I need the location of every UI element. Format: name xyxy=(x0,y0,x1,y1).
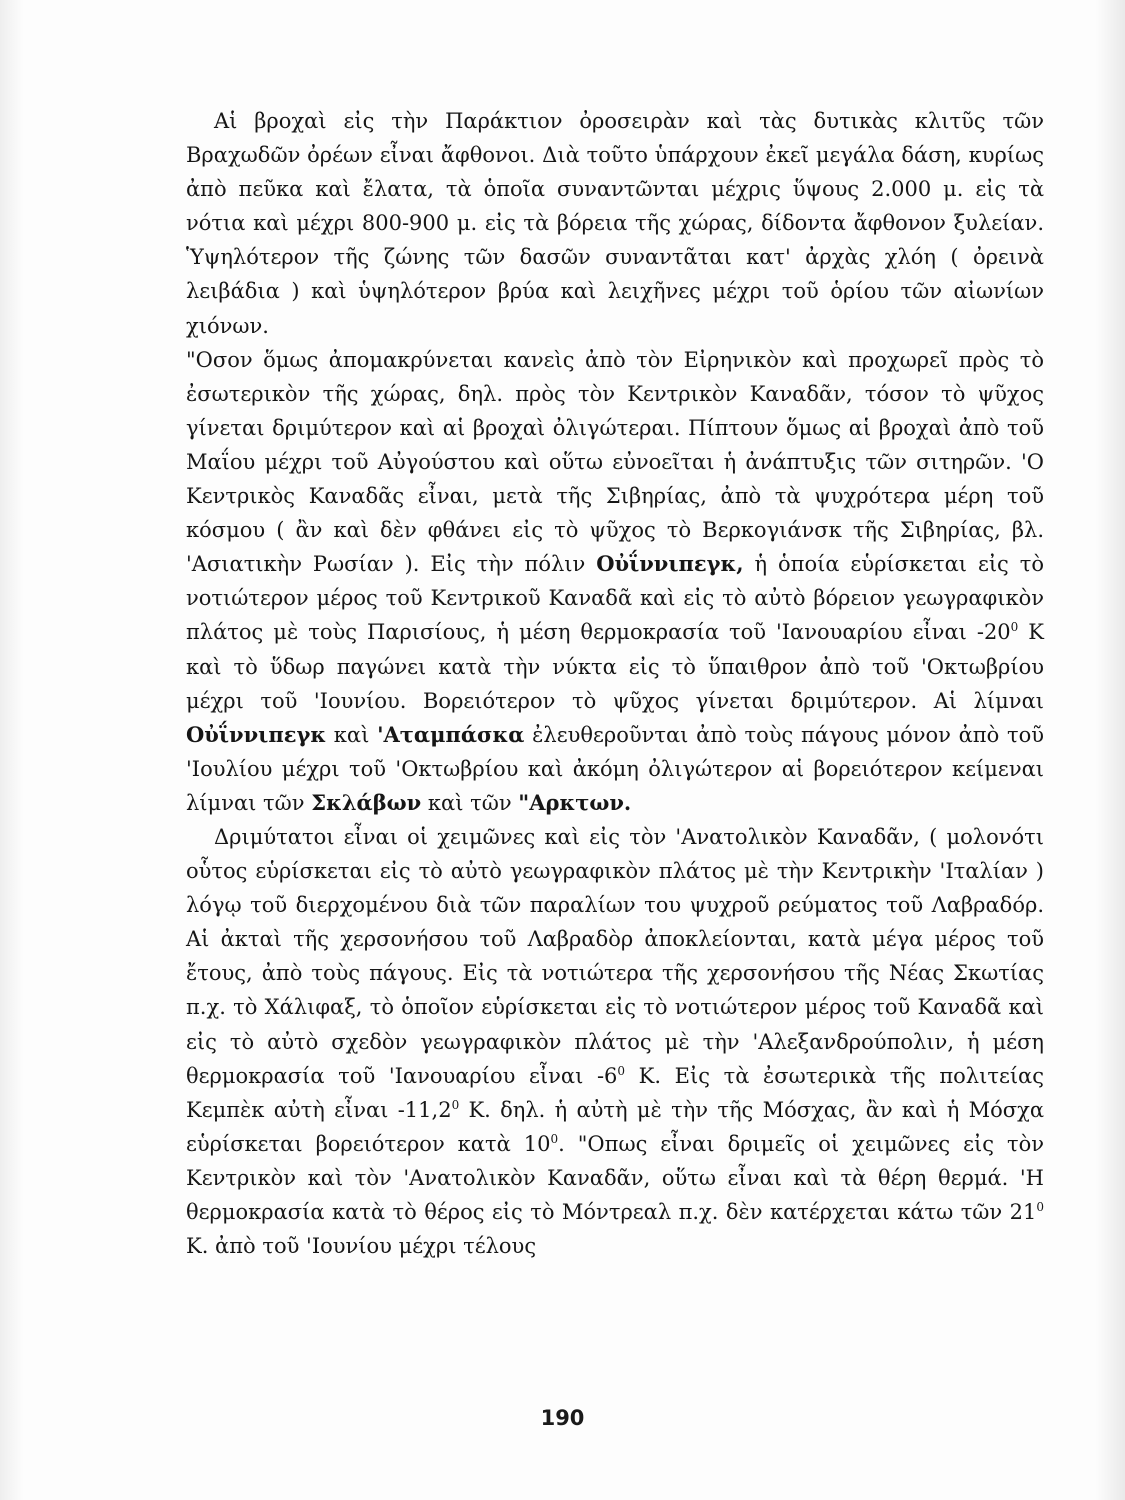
paragraph xyxy=(186,343,1044,820)
degree-superscript: 0 xyxy=(550,1131,559,1146)
text-run: Δριμύτατοι εἶναι οἱ χειμῶνες καὶ εἰς τὸν 'Ανατολικὸν Καναδᾶν, ( μολονότι οὗτος εὑρίσκεται εἰς τὸ αὐτὸ γεωγραφικὸν πλάτος μὲ τὴν Κεντρικὴν 'Ιταλίαν ) λόγῳ τοῦ διερχομένου διὰ τῶν παραλίων του ψυχροῦ ρεύματος τοῦ Λαβραδόρ. Αἱ ἀκταὶ τῆς χερσονήσου τοῦ Λαβραδὸρ ἀποκλείονται, κατὰ μέγα μέρος τοῦ ἔτους, ἀπὸ τοὺς πάγους. Εἰς τὰ νοτιώτερα τῆς χερσονήσου τῆς Νέας Σκωτίας π.χ. τὸ Χάλιφαξ, τὸ ὁποῖον εὑρίσκεται εἰς τὸ νοτιώτερον μέρος τοῦ Καναδᾶ καὶ εἰς τὸ αὐτὸ σχεδὸν γεωγραφικὸν πλάτος μὲ τὴν 'Αλεξανδρούπολιν, ἡ μέση θερμοκρασία τοῦ 'Ιανουαρίου εἶναι -6 xyxy=(186,824,1044,1088)
paragraph xyxy=(186,104,1044,343)
degree-superscript: 0 xyxy=(451,1097,460,1112)
page-number: 190 xyxy=(540,1406,585,1430)
bold-term: 'Αταμπάσκα xyxy=(377,721,525,747)
text-run: Κ. Εἰς τὰ ἐσωτερικὰ τῆς πολιτείας Κεμπὲκ αὐτὴ εἶναι -11,2 xyxy=(186,1063,1044,1122)
bold-term: Οὐΐννιπεγκ xyxy=(186,721,327,747)
bold-term: Οὐΐννιπεγκ, xyxy=(596,551,744,577)
degree-superscript: 0 xyxy=(617,1063,626,1078)
degree-superscript: 0 xyxy=(1010,620,1019,635)
paragraph xyxy=(186,820,1044,1263)
bold-term: Σκλάβων xyxy=(311,789,422,815)
degree-superscript: 0 xyxy=(1036,1200,1044,1214)
text-run: Κ καὶ τὸ ὕδωρ παγώνει κατὰ τὴν νύκτα εἰς τὸ ὕπαιθρον ἀπὸ τοῦ 'Οκτωβρίου μέχρι τοῦ 'Ιουνίου. Βορειότερον τὸ ψῦχος γίνεται δριμύτερον. Αἱ λίμναι xyxy=(186,620,1044,713)
text-run: ἐλευθεροῦνται ἀπὸ τοὺς πάγους μόνον ἀπὸ τοῦ 'Ιουλίου μέχρι τοῦ 'Οκτωβρίου καὶ ἀκόμη ὀλιγώτερον αἱ βορειότερον κείμεναι λίμναι τῶν xyxy=(186,722,1045,815)
body-text xyxy=(186,104,1044,1263)
text-run: ἡ ὁποία εὑρίσκεται εἰς τὸ νοτιώτερον μέρος τοῦ Κεντρικοῦ Καναδᾶ καὶ εἰς τὸ αὐτὸ βόρειον γεωγραφικὸν πλάτος μὲ τοὺς Παρισίους, ἡ μέση θερμοκρασία τοῦ 'Ιανουαρίου εἶναι -20 xyxy=(186,552,1044,645)
text-run: . "Οπως εἶναι δριμεῖς οἱ χειμῶνες εἰς τὸν Κεντρικὸν καὶ τὸν 'Ανατολικὸν Καναδᾶν, οὕτω εἶναι καὶ τὰ θέρη θερμά. 'Η θερμοκρασία κατὰ τὸ θέρος εἰς τὸ Μόντρεαλ π.χ. δὲν κατέρχεται κάτω τῶν 21 xyxy=(186,1131,1044,1224)
text-run: καὶ τῶν xyxy=(421,790,519,815)
text-run: "Οσον ὅμως ἀπομακρύνεται κανεὶς ἀπὸ τὸν Εἰρηνικὸν καὶ προχωρεῖ πρὸς τὸ ἐσωτερικὸν τῆς χώρας, δηλ. πρὸς τὸν Κεντρικὸν Καναδᾶν, τόσον τὸ ψῦχος γίνεται δριμύτερον καὶ αἱ βροχαὶ ὀλιγώτεραι. Πίπτουν ὅμως αἱ βροχαὶ ἀπὸ τοῦ Μαΐου μέχρι τοῦ Αὐγούστου καὶ οὕτω εὐνοεῖται ἡ ἀνάπτυξις τῶν σιτηρῶν. 'Ο Κεντρικὸς Καναδᾶς εἶναι, μετὰ τῆς Σιβηρίας, ἀπὸ τὰ ψυχρότερα μέρη τοῦ κόσμου ( ἂν καὶ δὲν φθάνει εἰς τὸ ψῦχος τὸ Βερκογιάνσκ τῆς Σιβηρίας, βλ. 'Ασιατικὴν Ρωσίαν ). Εἰς τὴν πόλιν xyxy=(186,347,1044,577)
text-run: Κ. δηλ. ἡ αὐτὴ μὲ τὴν τῆς Μόσχας, ἂν καὶ ἡ Μόσχα εὑρίσκεται βορειότερον κατὰ 10 xyxy=(186,1097,1045,1156)
text-run: Κ. ἀπὸ τοῦ 'Ιουνίου μέχρι τέλους xyxy=(186,1234,537,1259)
text-run: καὶ xyxy=(326,722,378,747)
bold-term: "Αρκτων. xyxy=(518,789,632,815)
text-run: Αἱ βροχαὶ εἰς τὴν Παράκτιον ὀροσειρὰν καὶ τὰς δυτικὰς κλιτῦς τῶν Βραχωδῶν ὀρέων εἶναι ἄφθονοι. Διὰ τοῦτο ὑπάρχουν ἐκεῖ μεγάλα δάση, κυρίως ἀπὸ πεῦκα καὶ ἔλατα, τὰ ὁποῖα συναντῶνται μέχρις ὕψους 2.000 μ. εἰς τὰ νότια καὶ μέχρι 800-900 μ. εἰς τὰ βόρεια τῆς χώρας, δίδοντα ἄφθονον ξυλείαν. Ὑψηλότερον τῆς ζώνης τῶν δασῶν συναντᾶται κατ' ἀρχὰς χλόη ( ὀρεινὰ λειβάδια ) καὶ ὑψηλότερον βρύα καὶ λειχῆνες μέχρι τοῦ ὁρίου τῶν αἰωνίων χιόνων. xyxy=(186,109,1044,338)
